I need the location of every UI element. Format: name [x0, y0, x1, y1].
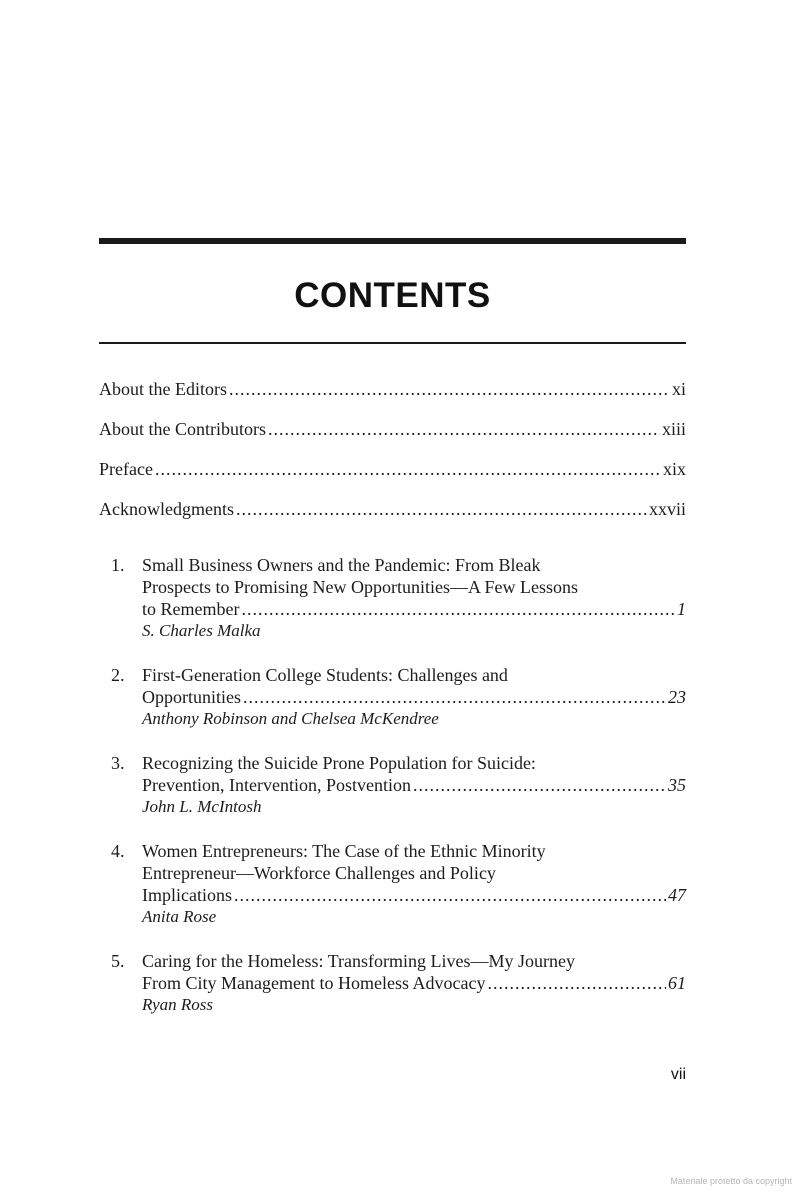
chapter-title-line: to Remember — [142, 599, 240, 619]
copyright-watermark: Materiale protetto da copyright — [670, 1176, 792, 1186]
chapter-title-line: Implications — [142, 885, 232, 905]
chapter-title-line: Recognizing the Suicide Prone Population for Suicide: — [142, 753, 536, 773]
dot-leader — [236, 497, 647, 521]
chapter-entry-3[interactable] — [99, 752, 686, 818]
chapter-author: Ryan Ross — [142, 995, 213, 1014]
dot-leader — [243, 686, 666, 708]
toc-entry-title: Acknowledgments — [99, 499, 234, 519]
chapter-author: Anthony Robinson and Chelsea McKendree — [142, 709, 439, 728]
toc-entry-page: xi — [671, 379, 686, 399]
toc-entry-title: Preface — [99, 459, 153, 479]
chapter-page: 47 — [668, 885, 686, 905]
chapter-page: 61 — [668, 973, 686, 993]
chapter-number: 2. — [111, 665, 125, 685]
chapter-list — [99, 554, 686, 1038]
chapter-title-line: Small Business Owners and the Pandemic: From Bleak — [142, 555, 541, 575]
chapter-title-line: Entrepreneur—Workforce Challenges and Policy — [142, 863, 496, 883]
chapter-number: 4. — [111, 841, 125, 861]
toc-entry-preface[interactable] — [99, 457, 686, 497]
chapter-title-line: Opportunities — [142, 687, 241, 707]
chapter-author: John L. McIntosh — [142, 797, 262, 816]
chapter-title-line: Women Entrepreneurs: The Case of the Ethnic Minority — [142, 841, 546, 861]
chapter-page: 35 — [668, 775, 686, 795]
title-underline-rule — [99, 342, 686, 344]
dot-leader — [413, 774, 666, 796]
toc-entry-about-contributors[interactable] — [99, 417, 686, 457]
chapter-author: Anita Rose — [142, 907, 217, 926]
page-number: vii — [670, 1066, 686, 1083]
chapter-entry-1[interactable] — [99, 554, 686, 642]
chapter-entry-5[interactable] — [99, 950, 686, 1016]
chapter-title-line: Prevention, Intervention, Postvention — [142, 775, 411, 795]
dot-leader — [487, 972, 666, 994]
chapter-title-line: Prospects to Promising New Opportunities—A Few Lessons — [142, 577, 578, 597]
toc-entry-title: About the Editors — [99, 379, 227, 399]
toc-entry-page: xxvii — [648, 499, 686, 519]
chapter-number: 5. — [111, 951, 125, 971]
chapter-number: 1. — [111, 555, 125, 575]
toc-entry-title: About the Contributors — [99, 419, 266, 439]
chapter-entry-4[interactable] — [99, 840, 686, 928]
toc-entry-acknowledgments[interactable] — [99, 497, 686, 537]
dot-leader — [155, 457, 661, 481]
dot-leader — [241, 598, 675, 620]
front-matter-list — [99, 377, 686, 537]
chapter-entry-2[interactable] — [99, 664, 686, 730]
chapter-title-line: From City Management to Homeless Advocacy — [142, 973, 486, 993]
dot-leader — [268, 417, 660, 441]
dot-leader — [229, 377, 670, 401]
chapter-author: S. Charles Malka — [142, 621, 261, 640]
toc-entry-page: xiii — [661, 419, 686, 439]
top-thick-rule — [99, 238, 686, 244]
chapter-page: 1 — [677, 599, 686, 619]
chapter-number: 3. — [111, 753, 125, 773]
chapter-title-line: First-Generation College Students: Challenges and — [142, 665, 508, 685]
dot-leader — [234, 884, 666, 906]
toc-entry-page: xix — [662, 459, 686, 479]
chapter-title-line: Caring for the Homeless: Transforming Lives—My Journey — [142, 951, 575, 971]
page-title: CONTENTS — [294, 276, 491, 315]
chapter-page: 23 — [668, 687, 686, 707]
toc-entry-about-editors[interactable] — [99, 377, 686, 417]
